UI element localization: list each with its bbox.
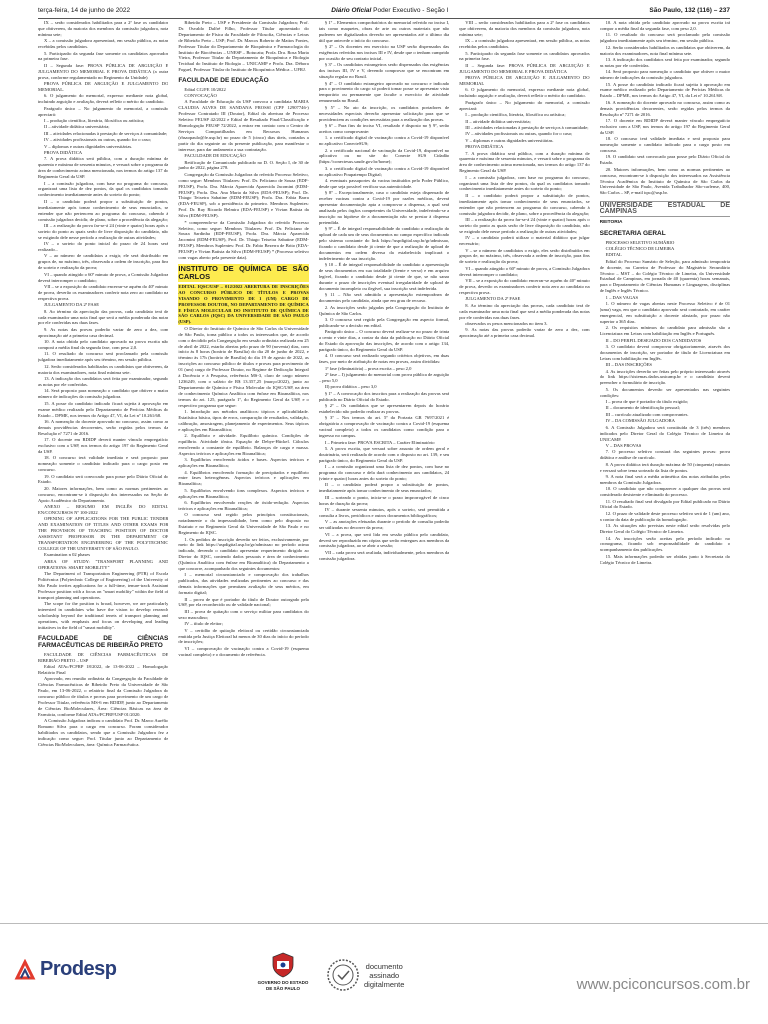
- paragraph: II – Segunda fase: PROVA PÚBLICA DE ARGUIÇÃO E JULGAMENTO DO MEMORIAL E PROVA DIDÁTICA: [459, 62, 590, 74]
- col1-paras-b: [38, 652, 168, 748]
- paragraph: V – DAS PROVAS: [605, 442, 642, 448]
- paragraph: 3. O concurso será regido pela Congregação em aspecto formal, publicando-se a decisão em edital.: [318, 316, 450, 328]
- column-5: [600, 20, 730, 918]
- paragraph: II – Segunda fase: PROVA PÚBLICA DE ARGUIÇÃO E JULGAMENTO DO MEMORIAL E PROVA DIDÁTICA (a outra prova, conforme regulamentado no Regimento da Unidade): [38, 62, 169, 80]
- paragraph: I – memorial circunstanciado e comprovação dos trabalhos publicados, das atividades realizadas pertinentes ao concurso e das demais informações que permitam avaliação de seus méritos, em formato digital;: [178, 572, 309, 596]
- paragraph: § 11 – Não será admitida a apresentação extemporânea de documentos pelo candidato, ainda que em grau de recurso.: [318, 292, 450, 304]
- paragraph: A Comissão Julgadora indicou o candidato Prof. Dr. Marco Aurélio Romano Silva para o cargo em concurso. Foram considerados habilitados os candidatos, sendo que a Comissão Julgadora fez a indicação como segue: Prof. Titular junto ao Departamento de Ciências BioMoleculares, área: Química Farmacêutica.: [38, 718, 169, 747]
- paragraph: II – DO PERFIL DESEJADO DOS CANDIDATOS: [605, 337, 702, 343]
- paragraph: III – a realização da prova far-se-á 24 (vinte e quatro) horas após o sorteio do ponto as quais serão de livre disposição do candidato, não se exigindo dele nesse período a realização de outras atividades;: [459, 217, 590, 234]
- paragraph: II – o candidato poderá propor a substituição de pontos, imediatamente após tomar conhecimento de seus enunciados;: [318, 482, 450, 494]
- paragraph: 14. Será proposto para nomeação o candidato que obtiver o maior número de indicações da comissão julgadora.: [38, 388, 169, 400]
- paragraph: I – Primeira fase: PROVA ESCRITA – Caráter Eliminatório: [324, 439, 435, 445]
- paragraph: 16. A nomeação do docente aprovado no concurso, assim como as demais providências decorrentes, serão regidas pelos termos da Resolução nº 7271 de 2016.: [599, 99, 731, 117]
- paragraph: X – a comissão julgadora apresentará, em sessão pública, as notas recebidas pelos candidatos.: [38, 38, 169, 50]
- subheading-reitoria: REITORIA: [599, 220, 623, 226]
- paragraph: * compreendo-se da Comissão Julgadora do referido Processo Seletivo, como segue: Membros Titulares: Prof. Dr. Feliciano de Souza Sardinha (EDF-FEUSP), Profa. Dra. Márcia Aparecida Jacomini (EDM-FEUSP), Prof. Dr. Thiago Teixeira Sabatine (EDM-FEUSP). Membros Suplentes: Prof. Dr. Fabio Bezerra de Brito (EDA-FEUSP) e Vivian Batista da Silva (EDM-FEUSP) * (Processo seletivo com vagas aberto pela presente data).: [178, 219, 309, 261]
- paragraph: 5. Equilíbrios envolvendo íons complexos. Aspectos teóricos e aplicações em Bioanalítica;: [178, 487, 309, 499]
- stamp-line-2: assinado: [369, 970, 400, 980]
- paragraph: 5. A prova escrita, que versará sobre assunto de ordem geral e doutrinária, será realizada de acordo com o disposto no art. 139, e seu parágrafo único, do Regimento Geral da USP.: [318, 445, 450, 463]
- paragraph: IV – atividades profissionais ou outras, quando for o caso;: [465, 131, 573, 137]
- paragraph: 2. As inscrições serão julgadas pela Congregação do Instituto de Química de São Carlos.: [318, 304, 450, 316]
- paragraph: 4. O concurso será realizado segundo critérios objetivos, em duas fases, por meio de atribuição de notas em provas, assim divididas:: [318, 353, 450, 365]
- paragraph: III – a realização da prova far-se-á 24 (vinte e quatro) horas após o sorteio do ponto as quais serão de livre disposição do candidato, não se exigindo dele nesse período a realização de outras atividades;: [38, 222, 169, 240]
- paragraph: 1ª fase (eliminatória) – prova escrita – peso 2,0: [324, 365, 412, 371]
- paragraph: 3. o certificado digital de vacinação contra a Covid-19 disponível no aplicativo Poupatempo Digital;: [318, 165, 450, 177]
- paragraph: 1. Introdução aos métodos analíticos: tópicos e aplicabilidade. Estatística básica, tipos de erros, comparação de resultados, validação, calibração, amostragem, planejamento de experimentos. Seus tópicos e aplicações em Bioanalítica;: [178, 408, 309, 432]
- paragraph: III – atividades relacionadas à prestação de serviços à comunidade;: [465, 124, 589, 130]
- paragraph: IX – a comissão julgadora apresentará, em sessão pública, as notas recebidas pelos candidatos.: [459, 38, 590, 50]
- paragraph: 11. O resultado do concurso será proclamado pela comissão julgadora imediatamente após seu término, em sessão pública.: [38, 351, 169, 363]
- paragraph: V – se o número de candidatos o exigir, eles serão distribuídos em grupos de, no máximo, três, observada a ordem de inscrição, para fins de sorteio e realização da prova;: [459, 247, 590, 265]
- paragraph: Edital do Processo Sumário de Seleção, para admissão temporária de docente, na Carreira de Professor do Magistério Secundário Técnico – MST – do Colégio Técnico de Limeira, da Universidade Estadual de Campinas, em jornada de 40 (quarenta) horas semanais, para o Departamento de Ciências Humanas e Linguagens, disciplinas de Inglês e Inglês Técnico.: [599, 258, 731, 294]
- paragraph: 3. O candidato deverá comprovar obrigatoriamente, através dos documentos de inscrição, ser portador de título de Licenciatura em Letras com habilitação em Inglês.: [599, 343, 731, 361]
- journal-name: Diário Oficial: [331, 6, 372, 14]
- paragraph: 5. Participarão da segunda fase somente os candidatos aprovados na primeira fase.: [38, 50, 169, 62]
- paragraph: I – prova de que é portador do título exigido;: [605, 399, 689, 405]
- paragraph: 13. As situações não previstas neste edital serão resolvidas pelo Diretor Geral do Colégio Técnico de Limeira.: [599, 523, 731, 535]
- paragraph: 12. O prazo de validade deste processo seletivo será de 1 (um) ano, a contar da data de publicação da homologação.: [599, 510, 731, 522]
- stamp-line-3: digitalmente: [364, 979, 405, 989]
- paragraph: § 1º – Elementos comprobatórios do memorial referido no inciso I, tais como maquetes, obras de arte ou outros materiais que não puderem ser digitalizados deverão ser apresentados até o último dia útil que antecede o início do concurso.: [318, 20, 450, 43]
- paragraph: A Faculdade de Educação da USP convoca a candidata MARIA CLAUDIA ALVES DE SANDANA FROSSI (CPF 12907746-) Professor Contratado III (Doutor), Edital da abertura de Processo Seletivo FEUSP 42/2022 e Edital de Resultado Final/Classificação e Homologação FEUSP 72/2022, a entrar em contato com o Centro de Serviços Compartilhados em Recursos Humanos (rhsaopaulo@fe.usp.br) no prazo de 5 (cinco) dias úteis, contados a partir do dia seguinte ao da presente publicação, para manifestar o interesse, para dar andamento a sua contratação.: [178, 99, 309, 152]
- paragraph: IV – durante sessenta minutos, após o sorteio, será permitida a consulta a livros, periódicos e outros documentos bibliográficos;: [318, 507, 450, 518]
- paragraph: § 1º – A convocação dos inscritos para a realização das provas será publicada no Diário Oficial do Estado.: [318, 390, 450, 402]
- paragraph: Parágrafo único – No julgamento do memorial, a comissão apreciará:: [459, 99, 590, 111]
- paragraph: V – diplomas e outras dignidades universitárias.: [465, 137, 554, 143]
- paragraph: IV – atividades profissionais ou outras, quando for o caso;: [44, 137, 152, 143]
- paragraph: 20. Maiores informações, bem como as normas pertinentes ao concurso, encontram-se à disposição dos interessados na Assistência Técnica Acadêmica do Instituto de Química de São Carlos da Universidade de São Paulo, Avenida Trabalhador São-carlense, 400, São Carlos – SP, e-mail iqsc@usp.br.: [599, 166, 731, 196]
- prodesp-mark-icon: [14, 959, 36, 981]
- paragraph: IX – serão considerados habilitados para a 2ª fase os candidatos que obtiverem, da maioria dos membros da comissão julgadora, nota mínima sete;: [38, 20, 169, 37]
- paragraph: O Diretor do Instituto de Química de São Carlos da Universidade de São Paulo, torna público a todos os interessados que, de acordo com o decidido pela Congregação em sessão ordinária realizada em 25 de abril de 2022, estarão abertas pelo prazo de 90 (noventa) dias, com início às 8 horas (horário de Brasília) do dia 20 de junho de 2022, e término às 17h (horário de Brasília) do dia 19 de agosto de 2022, as inscrições ao concurso público de títulos e provas para provimento de 01 (um) cargo de Professor Doutor, no Regime de Dedicação Integral à Docência e à Pesquisa, referência MS-3, claro de cargo número 1236249, com o salário de R$ 13.357,25 (março/2022), junto ao Departamento de Química e Física Molecular do IQSC/USP, na área de conhecimento Química Analítica com ênfase em Bioanalítica, nos termos do art. 125, parágrafo 1º, do Regimento Geral da USP, e o respectivo programa que segue:: [178, 325, 309, 408]
- paragraph: 17. O docente em RDIDP deverá manter vínculo empregatício exclusivo com a USP, nos termos do artigo 197 do Regimento Geral da USP.: [38, 437, 169, 454]
- paragraph: III – currículo atualizado com comprovantes.: [605, 411, 689, 417]
- paragraph: III – sorteado o ponto, inicia-se o prazo improrrogável de cinco horas de duração da prova;: [318, 494, 450, 506]
- paragraph: 4. Equilíbrios envolvendo formação de precipitados e equilíbrio entre fases heterogêneas. Aspectos teóricos e aplicações em Bioanalítica;: [178, 469, 309, 487]
- paragraph: 1. Os pedidos de inscrição deverão ser feitos, exclusivamente, por meio do link https://uspdigital.usp.br/gr/admissao no período acima indicado, devendo o candidato apresentar requerimento dirigido ao Diretor do IQSC, contendo dados pessoais e área de conhecimento (Química Analítica com ênfase em Bioanalítica) do Departamento a que concorre, acompanhado dos seguintes documentos:: [178, 536, 309, 572]
- paragraph: 12. Serão considerados habilitados os candidatos que obtiverem, da maioria dos examinadores, nota final mínima sete.: [599, 44, 731, 56]
- paragraph: I – a comissão julgadora, com base no programa do concurso, organizará uma lista de dez pontos, da qual os candidatos tomarão conhecimento imediatamente antes do sorteio do ponto;: [459, 174, 590, 192]
- col4-paras-a: [459, 20, 589, 339]
- paragraph: Aprovado, em reunião ordinária da Congregação da Faculdade de Ciências Farmacêuticas de Ribeirão Preto da Universidade de São Paulo, em 13-06-2022, o relatório final da Comissão Julgadora do concurso público de títulos e provas para provimento de um cargo de Professor Titular, referência MS-6 em RDIDP, junto ao Departamento de Ciências BioMoleculares, Área: Ciências Básicas na área de Farmácia, conforme Edital ATAc/FCFRP/USP 01/2020.: [38, 676, 169, 717]
- paragraph: 9. As notas das provas poderão variar de zero a dez, com aproximação até a primeira casa decimal.: [38, 326, 169, 338]
- paragraph: 1. o certificado digital de vacinação contra a Covid-19 disponível no aplicativo ConecteSUS;: [318, 135, 450, 147]
- paragraph: 15. Mais informações poderão ser obtidas junto à Secretaria do Colégio Técnico de Limeira.: [599, 553, 731, 565]
- paragraph: 16. A nomeação do docente aprovado no concurso, assim como as demais providências decorrentes, serão regidas pelos termos da Resolução nº 7271 de 2016.: [38, 418, 169, 436]
- paragraph: Examination n 02 phases: [44, 552, 91, 558]
- paragraph: V – as anotações efetuadas durante o período de consulta poderão ser utilizadas no decorrer da prova;: [318, 519, 450, 531]
- paragraph: 8. A prova didática terá duração máxima de 50 (cinquenta) minutos e versará sobre tema sorteado da lista de pontos.: [599, 461, 731, 473]
- paragraph: Parágrafo único – No julgamento do memorial, a comissão apreciará:: [38, 105, 169, 117]
- paragraph: 6. O julgamento do memorial, expresso mediante nota global, incluindo arguição e avaliação, deverá refletir o mérito do candidato.: [38, 93, 169, 105]
- section-heading-secretaria: SECRETARIA GERAL: [599, 230, 666, 237]
- header-journal: [331, 7, 448, 14]
- paragraph: 5. Os documentos deverão ser apresentados nas seguintes condições:: [599, 386, 731, 398]
- paragraph: observados os pesos mencionados no item 3.: [465, 320, 548, 326]
- paragraph: PROVA DIDÁTICA: [44, 150, 83, 156]
- paragraph: IV – título de eleitor;: [184, 621, 224, 627]
- paragraph: 6. Equilíbrios envolvendo reações de óxido-redução. Aspectos teóricos e aplicações em Bioanalítica;: [178, 500, 309, 511]
- paragraph: II – documento de identificação pessoal;: [605, 405, 680, 411]
- paragraph: 3. Equilíbrios envolvendo ácidos e bases. Aspectos teóricos e aplicações em Bioanalítica;: [178, 457, 309, 469]
- paragraph: 14. As inscrições serão aceitas pelo período indicado no cronograma, ficando sob responsabilidade do candidato o acompanhamento das publicações.: [599, 535, 731, 553]
- header-date: terça-feira, 14 de junho de 2022: [38, 6, 131, 14]
- stamp-line-1: documento: [365, 961, 403, 971]
- paragraph: 13. A indicação dos candidatos será feita por examinador, segundo as notas por ele conferidas.: [38, 376, 169, 387]
- paragraph: IV – o sorteio do ponto inicial do prazo de 24 horas será realizado...: [38, 241, 169, 253]
- col2-paras-c: [178, 326, 308, 658]
- paragraph: VI – quando atingido o 60º minuto de prova, a Comissão Julgadora deverá interromper o candidato;: [38, 271, 169, 283]
- paragraph: 2. o certificado nacional de vacinação da Covid-19, disponível no aplicativo ou no site do Conecte SUS Cidadão (https://conectesus.saude.gov.br/home);: [318, 147, 450, 165]
- paragraph: PROVA PÚBLICA DE ARGUIÇÃO E JULGAMENTO DO MEMORIAL.: [38, 81, 169, 92]
- paragraph: 18. O concurso terá validade imediata e será proposto para nomeação somente o candidato indicado para o cargo posto em concurso.: [599, 136, 731, 154]
- paragraph: 7. A prova didática será pública, com a duração mínima de quarenta e máxima de sessenta minutos, e versará sobre o programa da área de conhecimento acima mencionada, nos termos do artigo 137 do Regimento Geral da USP.: [459, 150, 590, 174]
- paragraph: § 5º – No ato da inscrição, os candidatos portadores de necessidades especiais deverão apresentar solicitação para que se providenciem as condições necessárias para a realização das provas.: [318, 104, 450, 122]
- paragraph: § 10 – É de integral responsabilidade do candidato a apresentação de seus documentos em sua totalidade (frente e verso) e em arquivo legível, ficando o candidato desde já ciente de que, se não sanar durante o prazo de inscrições eventual irregularidade de upload de documento incompleto ou ilegível, sua inscrição será indeferida.: [318, 262, 450, 291]
- paragraph: III – prova de quitação com o serviço militar para candidatos do sexo masculino;: [178, 608, 309, 620]
- paragraph: JULGAMENTO DA 2ª FASE: [465, 296, 521, 302]
- paragraph: Parágrafo único – O concurso deverá realizar-se no prazo de trinta a cento e vinte dias, a contar da data da publicação no Diário Oficial do Estado da aprovação das inscrições, de acordo com o artigo 134, parágrafo único, do Regimento Geral da USP.: [318, 329, 450, 352]
- paragraph: 10. A nota obtida pelo candidato aprovado na prova escrita não comporá a média final da segunda fase, com peso 2,0.: [38, 339, 169, 351]
- paragraph: V – ao número de candidatos a exigir, ele será distribuído em grupos de, no máximo, três, observada a ordem de inscrição, para fins de sorteio e realização da prova;: [38, 253, 169, 271]
- column-3: [319, 20, 449, 918]
- paragraph: IV – o candidato poderá utilizar o material didático que julgar necessário;: [459, 235, 590, 247]
- paragraph: 8. Ao término da apreciação das provas, cada candidato terá de cada examinador uma nota final que será a média ponderada das notas por ele conferidas nas duas fases.: [459, 302, 590, 320]
- paragraph: § 3º – Os candidatos estrangeiros serão dispensados das exigências dos incisos III, IV e V, devendo comprovar que se encontram em situação regular no Brasil.: [318, 62, 450, 80]
- paragraph: OPENING OF APPLICATIONS FOR THE PUBLIC TENDER AND EXAMINATION OF TITLES AND OTHER EXAMS FOR THE PROVISION OF TEACHING POSITION OF DOCTOR ASSISTANT PROFESSOR IN THE DEPARTMENT OF TRANSPORTATION ENGINEERING OF THE POLYTECHNIC COLLEGE OF THE UNIVERSITY OF SÃO PAULO.: [38, 516, 169, 551]
- paragraph: I – produção científica, literária, filosófica ou artística;: [44, 118, 145, 123]
- paragraph: The Department of Transportation Engineering (PTR) of Escola Politécnica (Polytechnic College of Engineering) of the University of São Paulo invites applications for a full-time, tenure-track Assistant Professor position with a focus on "smart mobility" within the field of transport planning and operations.: [38, 571, 169, 600]
- paragraph: II – o candidato poderá propor a substituição de pontos, imediatamente após tomar conhecimento de seus enunciados, se entender que não pertencem ao programa do concurso, cabendo à comissão julgadora decidir, de plano, sobre a procedência da alegação;: [38, 198, 169, 222]
- paragraph: EDITAL: [605, 252, 622, 258]
- paragraph: VII – se a exposição do candidato encerrar-se aquém do 40º minuto de prova, deverão os examinadores conferir nota zero ao candidato na respectiva prova.: [459, 278, 590, 295]
- paragraph: Ribeirão Preto – USP e Presidente da Comissão Julgadora; Prof. Dr. Osvaldo Dalfré Filho, Professor Titular aposentado do Departamento de Física da Faculdade de Filosofia, Ciências e Letras de Ribeirão Preto – USP; Prof. Dr. Marcos Roberto de Mattos Fontes, Professor Titular do Departamento de Bioquímica e Farmacologia do Instituto de Biociências – UNESP – Botucatu; Profa. Dra. Rosa Maria Vieira, Professor Titular do Departamento de Bioquímica e Biologia Tecidual do Instituto de Biologia – UNICAMP e Profa. Dra. Débora Foguel, Professor Titular do Instituto de Bioquímica Médica – UFRJ.: [178, 20, 309, 73]
- paragraph: Congregação da Comissão Julgadora do referido Processo Seletivo, como segue: Membros Titulares: Prof. Dr. Feliciano de Souza (EDF-FEUSP), Profa. Dra. Márcia Aparecida Aparecida Jacomini (EDM-FEUSP); Profa. Dra. Ana Maria da Silva (EDA-FEUSP); Prof. Dr. Thiago Teixeira Sabatine (EDM-FEUSP); Profa. Dra. Fabia Barra (EDA-FEUSP), sob a presidência do primeiro. Membros Suplentes: Prof. Dr. Ruy Ricardo Belmira (EDA-FEUSP) e Vivian Batista da Silva (EDM-FEUSP).: [178, 171, 309, 219]
- paragraph: II – atividade didática universitária;: [465, 118, 531, 124]
- page-footer: [0, 923, 768, 1024]
- paragraph: II) prova didática – peso 3,0: [324, 384, 377, 390]
- paragraph: 19. O candidato será convocado para posse pelo Diário Oficial do Estado.: [599, 154, 731, 166]
- paragraph: 9. A nota final será a média aritmética das notas atribuídas pelos membros da Comissão Julgadora.: [599, 473, 731, 485]
- col2-paras-b: [178, 87, 308, 261]
- paragraph: V – diplomas e outras dignidades universitárias.: [44, 143, 133, 149]
- gov-line-1: GOVERNO DO ESTADO: [257, 980, 309, 985]
- paragraph: PROVA PÚBLICA DE ARGUIÇÃO E JULGAMENTO DO MEMORIAL: [459, 75, 590, 87]
- paragraph: 5. Participarão da segunda fase somente os candidatos aprovados na primeira fase.: [459, 50, 590, 62]
- paragraph: CONVOCAÇÃO: [184, 93, 217, 99]
- paragraph: I – a comissão julgadora, com base no programa do concurso, organizará uma lista de dez pontos, da qual os candidatos tomarão conhecimento imediatamente antes do sorteio do ponto;: [38, 180, 169, 198]
- paragraph: Edital ATAc/FCFRP 18/2022, de 13-06-2022 – Homologação Relatório Final: [38, 663, 169, 675]
- paragraph: 18. O concurso terá validade imediata e será proposto para nomeação somente o candidato indicado para o cargo posto em concurso.: [38, 455, 169, 473]
- paragraph: 15. A posse do candidato indicado ficará sujeita à aprovação em exame médico realizado pelo Departamento de Perícias Médicas do Estado – DPME, nos termos do Artigo 47, VI, da Lei nº 10.261/68.: [38, 400, 169, 418]
- paragraph: I – produção científica, literária, filosófica ou artística;: [465, 112, 566, 118]
- header-location: São Paulo, 132 (116) – 237: [649, 6, 730, 14]
- paragraph: 1 – DAS VAGAS: [605, 294, 639, 300]
- paragraph: VIII – serão considerados habilitados para a 2ª fase os candidatos que obtiverem, da maioria dos membros da comissão julgadora, nota mínima sete;: [459, 20, 590, 37]
- paragraph: 2ª fase – I) julgamento do memorial com prova pública de arguição – peso 5,0: [318, 372, 450, 383]
- col5-paras-b: [600, 240, 730, 566]
- column-2: [178, 20, 308, 918]
- paragraph: Edital CG/FE 10/2022: [184, 86, 226, 92]
- paragraph: § 2º – Os docentes em exercício na USP serão dispensados das exigências referidas nos incisos III e IV, desde que o tenham cumprido por ocasião de seu contrato inicial.: [318, 44, 450, 61]
- paragraph: 10. O candidato que não comparecer a qualquer das provas será considerado desistente e eliminado do processo.: [599, 486, 731, 498]
- paragraph: III – atividades relacionadas à prestação de serviços à comunidade;: [44, 130, 168, 136]
- paragraph: 7. O processo seletivo constará das seguintes provas: prova didática e análise de currículo.: [599, 449, 731, 461]
- col2-paras-a: [178, 20, 308, 73]
- paragraph: 9. As notas das provas poderão variar de zero a dez, com aproximação até a primeira casa decimal.: [459, 327, 590, 339]
- paragraph: § 2º – Os candidatos que se apresentarem depois do horário estabelecido não poderão realizar as provas.: [318, 403, 450, 414]
- paragraph: Retificação de Comunicado publicado no D. O. Seção I, de 30 de junho de 2022, página 278.: [178, 159, 309, 171]
- section-heading-fcfrp: FACULDADE DE CIÊNCIAS FARMACÊUTICAS DE RIBEIRÃO PRETO: [38, 634, 169, 650]
- paragraph: 20. Maiores informações, bem como as normas pertinentes ao concurso, encontram-se à disposição dos interessados na Seção de Apoio Acadêmico do Departamento.: [38, 485, 169, 503]
- gov-line-2: DE SÃO PAULO: [266, 985, 300, 991]
- paragraph: VII – se a exposição do candidato encerrar-se aquém do 40º minuto de prova, deverão os examinadores conferir nota zero ao candidato na respectiva prova.: [38, 283, 169, 301]
- paragraph: 14. Será proposto para nomeação o candidato que obtiver o maior número de indicações da comissão julgadora.: [599, 69, 731, 81]
- government-seal: [248, 952, 318, 991]
- section-heading-iqsc: INSTITUTO DE QUÍMICA DE SÃO CARLOS: [178, 263, 309, 281]
- paragraph: I – a comissão organizará uma lista de dez pontos, com base no programa do concurso e dela dará conhecimento aos candidatos, 24 (vinte e quatro) horas antes do sorteio do ponto;: [318, 464, 450, 481]
- paragraph: § 4º – O candidato estrangeiro aprovado no concurso e indicado para o provimento do cargo só poderá tomar posse se apresentar visto temporário ou permanente que faculte o exercício de atividade remunerada no Brasil.: [318, 80, 450, 104]
- paragraph: 2. Equilíbrio e atividade. Equilíbrio químico. Condições de equilíbrio. Atividade iônica. Equação de Debye-Hückel. Cálculos envolvendo a constante de equilíbrio. Balanços de carga e massa. Aspectos teóricos e aplicações em Bioanalítica;: [178, 433, 309, 456]
- source-watermark: www.pciconcursos.com.br: [576, 976, 750, 993]
- section-heading-fe: FACULDADE DE EDUCAÇÃO: [178, 77, 269, 85]
- paragraph: § 9º – É de integral responsabilidade do candidato a realização do upload de cada um de seus documentos no campo específico indicado pelo sistema constante do link https://uspdigital.usp.br/gr/admissao, ficando o candidato desde já ciente de que a realização de upload de documentos em ordem diversa da estabelecida implicará o indeferimento de sua inscrição.: [318, 226, 450, 261]
- column-4: [459, 20, 589, 918]
- paragraph: 4. eventuais passaportes da vacina instituídos pelo Poder Público, desde que seja possível verificar sua autenticidade.: [318, 178, 450, 189]
- paragraph: 11. O resultado final será divulgado por Edital publicado no Diário Oficial do Estado.: [599, 498, 731, 510]
- paragraph: 8. Ao término da apreciação das provas, cada candidato terá de cada examinador uma nota final que será a média ponderada das notas por ele conferidas nas duas fases.: [38, 308, 169, 326]
- state-coat-of-arms-icon: [271, 952, 295, 978]
- paragraph: COLÉGIO TÉCNICO DE LIMEIRA: [605, 245, 675, 251]
- paragraph: V – certidão de quitação eleitoral ou certidão circunstanciada emitida pela Justiça Eleitoral há menos de 30 dias do início do período de inscrições;: [178, 627, 309, 645]
- paragraph: ANEXO – RESUMO EM INGLÊS DO EDITAL EN/CONCURSOS Nº 100-2022: [38, 504, 169, 515]
- paragraph: 15. A posse do candidato indicado ficará sujeita à aprovação em exame médico realizado pelo Departamento de Perícias Médicas do Estado – DPME, nos termos do Artigo 47, VI, da Lei nº 10.261/68.: [599, 81, 731, 99]
- paragraph: II – atividade didática universitária;: [44, 124, 110, 130]
- paragraph: 2. Os requisitos mínimos do candidato para admissão são a Licenciatura em Letras com habilitação em Inglês e Português.: [599, 325, 731, 337]
- paragraph: IV – DA COMISSÃO JULGADORA: [605, 418, 675, 424]
- paragraph: FACULDADE DE CIÊNCIAS FARMACÊUTICAS DE RIBEIRÃO PRETO – USP: [38, 651, 169, 663]
- paragraph: PROVA DIDÁTICA: [465, 144, 504, 150]
- paragraph: AREA OF STUDY: "TRANSPORT PLANNING AND OPERATIONS: SMART MOBILITY": [38, 558, 169, 570]
- paragraph: 1. O número de vagas abertas neste Processo Seletivo é de 01 (uma) vaga, em que o candidato aprovado será contratado, em caráter emergencial, em substituição a docente afastado, por prazo não superior a 365 dias.: [599, 301, 731, 324]
- paragraph: § 6º – Para fins do inciso VI, resultado é disposto no § 9º, serão aceitos como comprovante:: [318, 122, 450, 134]
- paragraph: III – DAS INSCRIÇÕES: [605, 362, 652, 368]
- certificate-seal-icon: [326, 958, 360, 992]
- paragraph: FACULDADE DE EDUCAÇÃO: [184, 153, 246, 159]
- paragraph: 6. O julgamento do memorial, expresso mediante nota global, incluindo arguição e avaliação, deverá refletir o mérito do candidato.: [459, 87, 590, 99]
- digital-signature-stamp: [326, 950, 436, 1000]
- paragraph: § 3º – Nos termos do art. 5º da Portaria GR 7697/2021 é obrigatória a comprovação de vacinação contra a Covid-19 (esquema vacinal completo) a todos os candidatos como condição para o ingresso no campus.: [318, 415, 450, 439]
- paragraph: 17. O docente em RDIDP deverá manter vínculo empregatício exclusivo com a USP, nos termos do artigo 197 do Regimento Geral da USP.: [599, 118, 731, 135]
- paragraph: PROCESSO SELETIVO SUMÁRIO: [605, 239, 675, 245]
- paragraph: The scope for the position is broad, however, we are particularly interested in candidates who have the vision to develop research scholarship beyond the traditional tenets of transport planning and operations, with emphasis and focus on developing and leading initiatives in the field of "smart mobility".: [38, 601, 169, 630]
- paragraph: VII – cada prova será avaliada, individualmente, pelos membros da comissão julgadora.: [318, 549, 450, 561]
- paragraph: 10. A nota obtida pelo candidato aprovado na prova escrita irá compor a média final da segunda fase, com peso 2,0.: [599, 20, 731, 31]
- col3-paras-a: [319, 20, 449, 562]
- paragraph: VI – comprovação de vacinação contra a Covid-19 (esquema vacinal completo) e o documento de referência.: [178, 645, 309, 657]
- paragraph: § 8º – Excepcionalmente, caso o candidato esteja dispensado de receber vacinas contra a Covid-19 por razões médicas, deverá apresentar documentação apta a comprovar a dispensa, a qual será analisada pelos órgãos competentes da Universidade, indeferindo-se a inscrição na hipótese de a documentação não se prestar à dispensa pretendida.: [318, 190, 450, 225]
- paragraph: 13. A indicação dos candidatos será feita por examinador, segundo as notas por ele conferidas.: [599, 56, 731, 68]
- paragraph: II – prova de que é portador do título de Doutor outorgado pela USP, por ela reconhecido ou de validade nacional;: [178, 596, 309, 608]
- paragraph: 19. O candidato será convocado para posse pelo Diário Oficial do Estado.: [38, 473, 169, 485]
- journal-section: Poder Executivo - Seção I: [373, 6, 449, 14]
- col5-paras-a: [600, 20, 730, 196]
- paragraph: 4. As inscrições deverão ser feitas pelo próprio interessado através do link https://sistemas.dados.unicamp.br e o candidato deverá preencher o formulário de inscrição.: [599, 368, 731, 386]
- paragraph: JULGAMENTO DA 2ª FASE: [44, 302, 100, 308]
- column-1: [38, 20, 168, 918]
- page-header: [38, 4, 730, 19]
- prodesp-logo: [14, 958, 117, 981]
- paragraph: 11. O resultado do concurso será proclamado pela comissão julgadora imediatamente após seu término, em sessão pública.: [599, 32, 731, 44]
- paragraph: II – o candidato poderá propor a substituição de pontos, imediatamente após tomar conhecimento de seus enunciados, se entender que não pertencem ao programa do concurso, cabendo à comissão julgadora decidir, de plano, sobre a procedência da alegação;: [459, 192, 590, 216]
- paragraph: 12. Serão considerados habilitados os candidatos que obtiverem, da maioria dos examinadores, nota final mínima sete.: [38, 363, 169, 375]
- prodesp-wordmark: Prodesp: [40, 958, 117, 980]
- paragraph: VI – a prova, que será lida em sessão pública pelo candidato, deverá ser reproduzida em cópias que serão entregues aos membros da comissão julgadora, ao se abrir a sessão;: [318, 531, 450, 549]
- stamp-text: [364, 962, 404, 989]
- content-columns: [38, 20, 730, 918]
- paragraph: 6. A Comissão Julgadora será constituída de 3 (três) membros indicados pelo Diretor Geral do Colégio Técnico de Limeira da UNICAMP.: [599, 424, 731, 442]
- paragraph: 7. A prova didática será pública, com a duração mínima de quarenta e máxima de sessenta minutos, e versará sobre o programa da área de conhecimento acima mencionada, nos termos do artigo 137 do Regimento Geral da USP.: [38, 156, 169, 180]
- paragraph: O concurso será regido pelos princípios constitucionais, notadamente o da impessoalidade, bem como pelo disposto no Estatuto e no Regimento Geral da Universidade de São Paulo e no Regimento do IQSC.: [178, 512, 309, 536]
- iqsc-edital-highlight: EDITAL IQSC/USP – 012/2022 ABERTURA DE INSCRIÇÕES AO CONCURSO PÚBLICO DE TÍTULOS E PROVAS VISANDO O PROVIMENTO DE 1 (UM) CARGO DE PROFESSOR DOUTOR, NO DEPARTAMENTO DE QUÍMICA E FÍSICA MOLECULAR DO INSTITUTO DE QUÍMICA DE SÃO CARLOS (IQSC) DA UNIVERSIDADE DE SÃO PAULO (USP).: [178, 283, 309, 325]
- paragraph: VI – quando atingido o 60º minuto de prova, a Comissão Julgadora deverá interromper o candidato;: [459, 265, 590, 277]
- section-heading-unicamp: UNIVERSIDADE ESTADUAL DE CAMPINAS: [599, 202, 731, 216]
- col1-paras-a: [38, 20, 168, 631]
